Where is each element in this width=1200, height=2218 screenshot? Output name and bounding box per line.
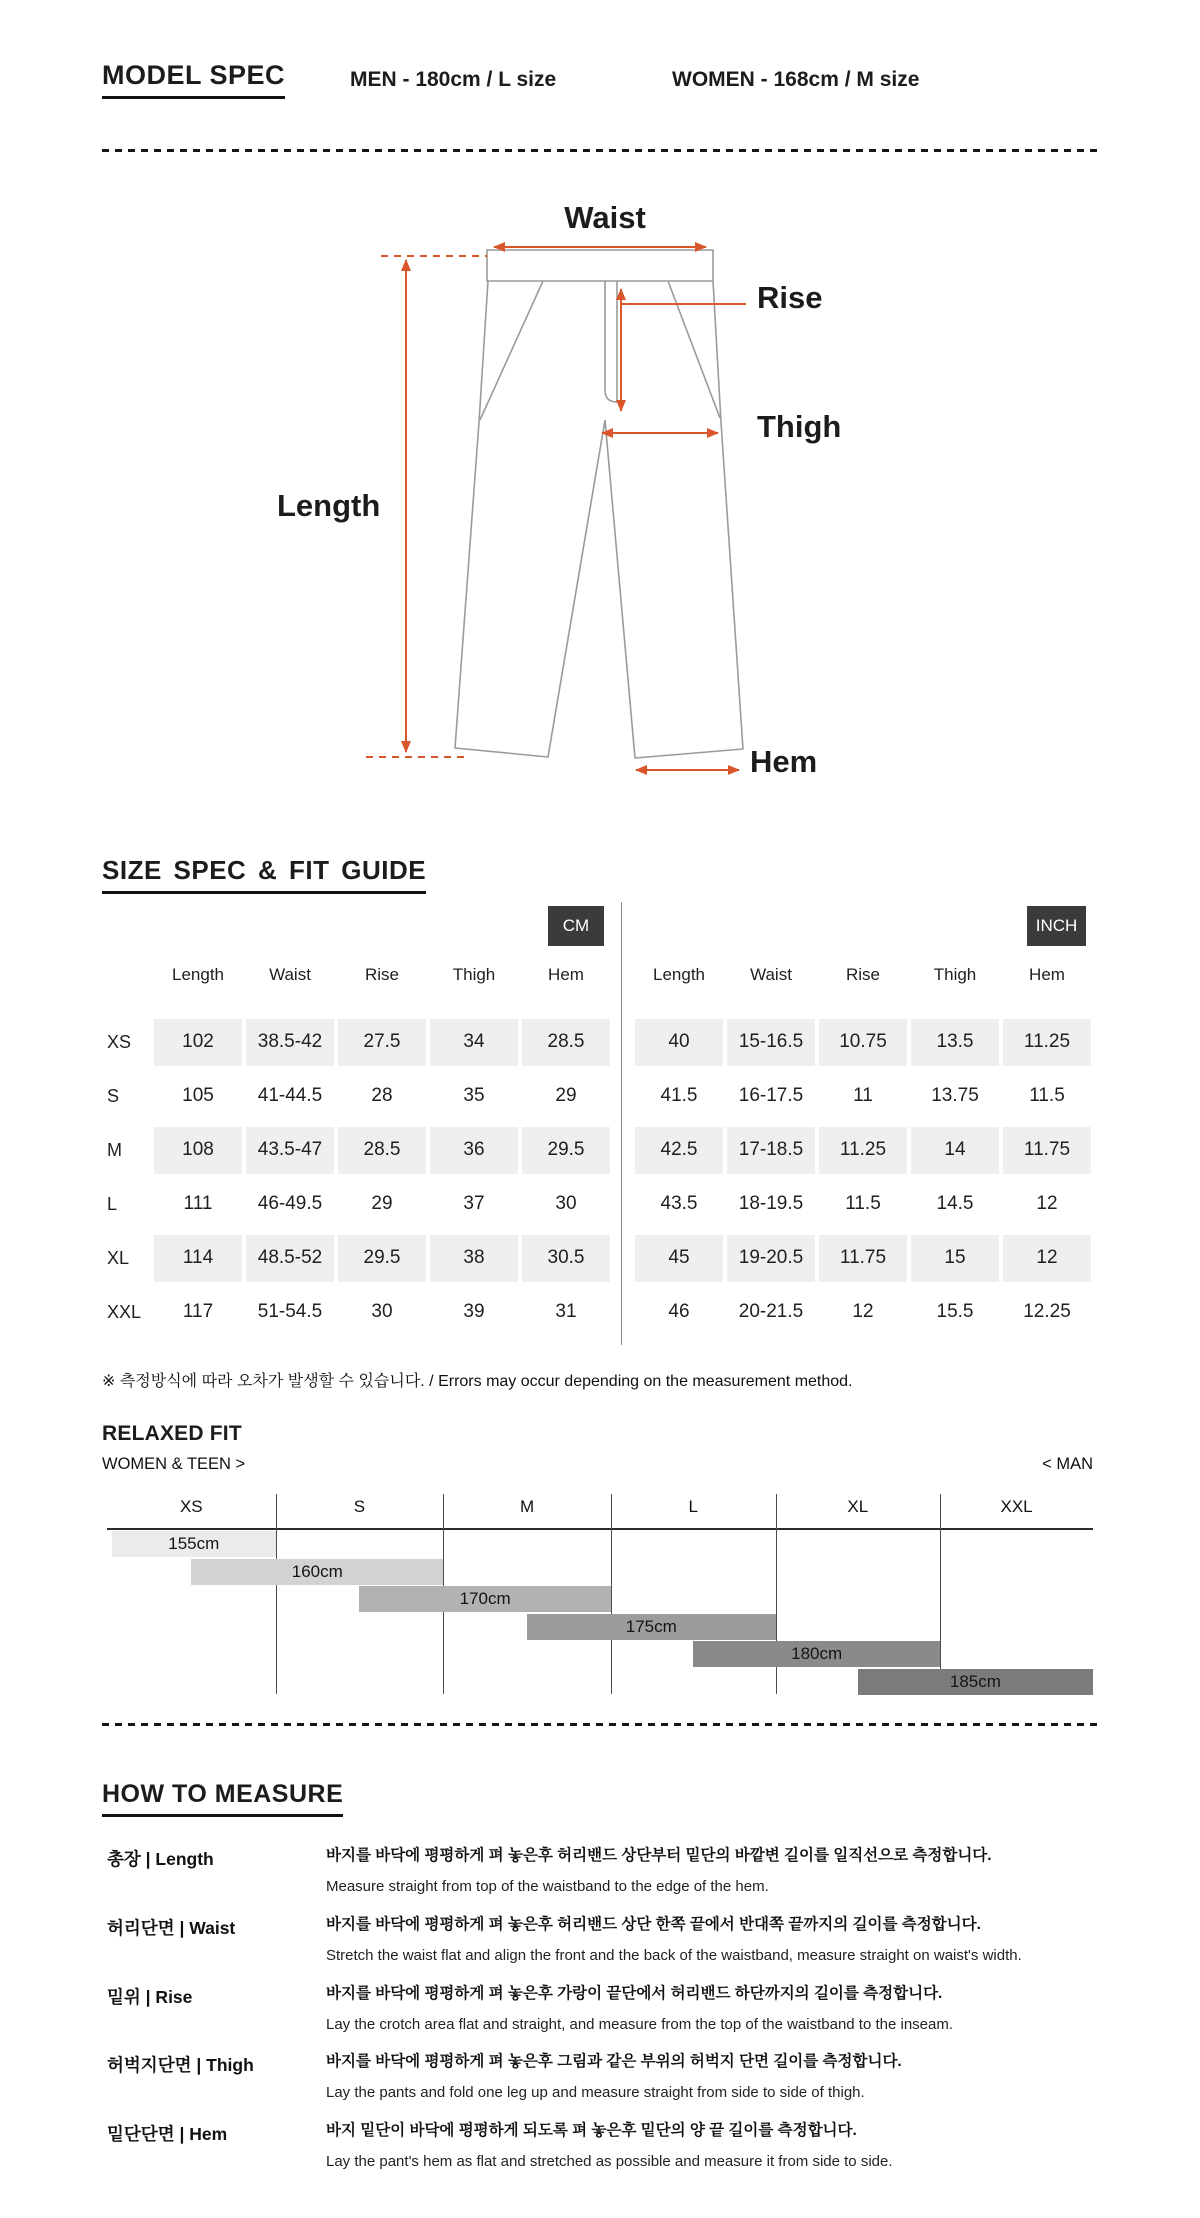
- cm-value: 108: [154, 1127, 242, 1174]
- size-label-s: S: [107, 1085, 120, 1106]
- pants-waistband: [487, 250, 713, 281]
- pants-measure-diagram: [100, 150, 1100, 840]
- inch-value: 18-19.5: [738, 1193, 804, 1214]
- cm-value: 27.5: [338, 1019, 426, 1066]
- inch-cell: [1001, 1015, 1093, 1069]
- measure-item-ko: 바지를 바닥에 평평하게 펴 놓은후 허리밴드 상단부터 밑단의 바깥변 길이를 일직선으로 측정합니다.: [326, 1847, 992, 1864]
- inch-value: 40: [635, 1019, 723, 1066]
- cm-badge: CM: [548, 906, 604, 946]
- pants-fly-left: [605, 281, 617, 402]
- inch-col-header: Length: [653, 965, 705, 984]
- table-unit-divider: [621, 902, 622, 1345]
- cm-value: 30: [555, 1193, 577, 1214]
- diagram-label-waist: Waist: [564, 200, 646, 235]
- cm-value: 29: [555, 1085, 577, 1106]
- inch-cell: [633, 1123, 725, 1177]
- cm-value: 105: [182, 1085, 214, 1106]
- cm-cell: [336, 1123, 428, 1177]
- inch-cell: [909, 1015, 1001, 1069]
- inch-cell: [817, 1015, 909, 1069]
- inch-cell: [633, 1285, 725, 1339]
- cm-value: 34: [430, 1019, 518, 1066]
- cm-value: 39: [463, 1301, 485, 1322]
- inch-value: 17-18.5: [727, 1127, 815, 1174]
- diagram-label-length: Length: [277, 488, 381, 523]
- inch-cell: [817, 1285, 909, 1339]
- fit-height-bar-xxl: 185cm: [858, 1669, 1093, 1695]
- measure-item-ko: 바지를 바닥에 평평하게 펴 놓은후 가랑이 끝단에서 허리밴드 하단까지의 길이를 측정합니다.: [326, 1985, 943, 2002]
- cm-col-header: Hem: [548, 965, 584, 984]
- model-spec-men: MEN - 180cm / L size: [350, 68, 557, 91]
- inch-value: 45: [635, 1235, 723, 1282]
- measure-item-en: Lay the crotch area flat and straight, and measure from the top of the waistband to the inseam.: [326, 2016, 954, 2033]
- inch-value: 12: [1003, 1235, 1091, 1282]
- fit-size-label-l: L: [688, 1497, 698, 1516]
- measure-item-label: 밑단단면 | Hem: [107, 2124, 228, 2144]
- inch-cell: [725, 1285, 817, 1339]
- size-label-xxl: XXL: [107, 1301, 142, 1322]
- cm-value: 29.5: [522, 1127, 610, 1174]
- cm-col-header: Length: [172, 965, 224, 984]
- cm-cell: [152, 1177, 244, 1231]
- fit-size-label-m: M: [519, 1497, 535, 1516]
- cm-col-header: Waist: [269, 965, 311, 984]
- cm-cell: [244, 1285, 336, 1339]
- inch-value: 11.5: [1029, 1085, 1065, 1106]
- inch-value: 16-17.5: [738, 1085, 804, 1106]
- inch-cell: [817, 1231, 909, 1285]
- inch-cell: [725, 1015, 817, 1069]
- cm-col-header: Thigh: [452, 965, 496, 984]
- size-label-xs: XS: [107, 1031, 132, 1052]
- cm-cell: [520, 1015, 612, 1069]
- inch-value: 19-20.5: [727, 1235, 815, 1282]
- diagram-label-hem: Hem: [750, 744, 818, 779]
- cm-value: 28.5: [522, 1019, 610, 1066]
- inch-cell: [1001, 1069, 1093, 1123]
- inch-value: 11.5: [845, 1193, 881, 1214]
- inch-value: 11.25: [819, 1127, 907, 1174]
- how-to-measure-title-wrap: [102, 1780, 343, 1817]
- inch-col-header: Hem: [1029, 965, 1065, 984]
- measure-item-label: 허리단면 | Waist: [107, 1918, 236, 1938]
- measure-item-ko: 바지를 바닥에 평평하게 펴 놓은후 그림과 같은 부위의 허벅지 단면 길이를 측정합니다.: [326, 2053, 902, 2070]
- cm-value: 117: [182, 1301, 214, 1322]
- cm-value: 28.5: [338, 1127, 426, 1174]
- cm-value: 30.5: [522, 1235, 610, 1282]
- measure-item-en: Lay the pant's hem as flat and stretched as possible and measure it from side to side.: [326, 2153, 893, 2170]
- inch-value: 41.5: [660, 1085, 698, 1106]
- cm-cell: [520, 1177, 612, 1231]
- fit-height-bar-m: 170cm: [359, 1586, 610, 1612]
- inch-value: 12.25: [1023, 1301, 1071, 1322]
- inch-table-header: [633, 962, 1093, 988]
- fit-size-label-s: S: [353, 1497, 366, 1516]
- inch-cell: [1001, 1123, 1093, 1177]
- model-spec-women: WOMEN - 168cm / M size: [672, 68, 920, 91]
- inch-value: 10.75: [819, 1019, 907, 1066]
- inch-badge: INCH: [1027, 906, 1086, 946]
- size-label-l: L: [107, 1193, 118, 1214]
- inch-value: 11.75: [819, 1235, 907, 1282]
- cm-table: [102, 1015, 612, 1339]
- cm-cell: [428, 1285, 520, 1339]
- cm-cell: [336, 1069, 428, 1123]
- fit-column-divider: [611, 1494, 612, 1694]
- cm-value: 29.5: [338, 1235, 426, 1282]
- inch-value: 15-16.5: [727, 1019, 815, 1066]
- fit-height-bar-xs: 155cm: [112, 1531, 276, 1557]
- cm-cell: [244, 1069, 336, 1123]
- fit-guide-women-teen-link[interactable]: WOMEN & TEEN >: [102, 1455, 246, 1473]
- inch-value: 43.5: [660, 1193, 698, 1214]
- pants-left-leg: [455, 281, 605, 757]
- inch-value: 12: [1036, 1193, 1058, 1214]
- cm-cell: [244, 1015, 336, 1069]
- pants-right-leg: [605, 281, 743, 758]
- cm-cell: [520, 1231, 612, 1285]
- fit-height-bar-s: 160cm: [191, 1559, 443, 1585]
- inch-cell: [633, 1177, 725, 1231]
- size-label-xl: XL: [107, 1247, 130, 1268]
- inch-table: [633, 1015, 1093, 1339]
- inch-cell: [633, 1069, 725, 1123]
- cm-value: 38.5-42: [246, 1019, 334, 1066]
- inch-value: 11.25: [1003, 1019, 1091, 1066]
- size-label-m: M: [107, 1139, 122, 1160]
- inch-value: 15.5: [936, 1301, 974, 1322]
- measure-item-label: 총장 | Length: [107, 1849, 214, 1869]
- cm-cell: [152, 1231, 244, 1285]
- cm-cell: [244, 1123, 336, 1177]
- measurement-note: ※ 측정방식에 따라 오차가 발생할 수 있습니다. / Errors may occur depending on the measurement method.: [102, 1373, 853, 1390]
- measure-item-en: Stretch the waist flat and align the front and the back of the waistband, measure straight on waist's width.: [326, 1947, 1022, 1964]
- how-to-measure-title: HOW TO MEASURE: [102, 1780, 343, 1817]
- inch-value: 14: [911, 1127, 999, 1174]
- cm-cell: [152, 1285, 244, 1339]
- fit-column-divider: [940, 1494, 941, 1694]
- cm-value: 37: [463, 1193, 485, 1214]
- inch-cell: [817, 1177, 909, 1231]
- model-spec-title: MODEL SPEC: [102, 60, 285, 99]
- inch-col-header: Rise: [845, 965, 880, 984]
- size-spec-title: SIZE SPEC & FIT GUIDE: [102, 855, 426, 894]
- cm-value: 38: [430, 1235, 518, 1282]
- inch-cell: [633, 1015, 725, 1069]
- cm-value: 36: [430, 1127, 518, 1174]
- inch-value: 11: [853, 1085, 873, 1106]
- inch-value: 12: [852, 1301, 874, 1322]
- inch-value: 11.75: [1003, 1127, 1091, 1174]
- model-spec-section: [102, 60, 285, 99]
- inch-cell: [1001, 1285, 1093, 1339]
- inch-cell: [725, 1123, 817, 1177]
- cm-value: 41-44.5: [257, 1085, 323, 1106]
- fit-guide-man-link[interactable]: < MAN: [1042, 1455, 1093, 1473]
- cm-value: 114: [154, 1235, 242, 1282]
- cm-value: 35: [463, 1085, 485, 1106]
- cm-cell: [244, 1177, 336, 1231]
- cm-col-header: Rise: [364, 965, 399, 984]
- fit-size-label-xl: XL: [847, 1497, 869, 1516]
- inch-col-header: Waist: [750, 965, 792, 984]
- cm-table-header: [102, 962, 612, 988]
- fit-chart-top-rule: [107, 1528, 1093, 1530]
- fit-size-label-xxl: XXL: [1000, 1497, 1033, 1516]
- cm-cell: [152, 1069, 244, 1123]
- cm-cell: [336, 1231, 428, 1285]
- inch-cell: [909, 1177, 1001, 1231]
- inch-cell: [633, 1231, 725, 1285]
- inch-cell: [817, 1069, 909, 1123]
- inch-value: 46: [668, 1301, 690, 1322]
- inch-col-header: Thigh: [933, 965, 977, 984]
- cm-value: 43.5-47: [246, 1127, 334, 1174]
- cm-cell: [520, 1069, 612, 1123]
- inch-cell: [909, 1123, 1001, 1177]
- cm-value: 46-49.5: [257, 1193, 323, 1214]
- diagram-label-thigh: Thigh: [757, 409, 842, 444]
- diagram-label-rise: Rise: [757, 280, 823, 315]
- size-spec-section-title-wrap: [102, 855, 426, 894]
- cm-value: 51-54.5: [257, 1301, 323, 1322]
- cm-value: 102: [154, 1019, 242, 1066]
- inch-value: 13.5: [911, 1019, 999, 1066]
- fit-chart: [107, 1494, 1093, 1700]
- inch-value: 15: [911, 1235, 999, 1282]
- cm-cell: [428, 1231, 520, 1285]
- cm-cell: [336, 1015, 428, 1069]
- cm-cell: [428, 1069, 520, 1123]
- cm-cell: [152, 1015, 244, 1069]
- cm-value: 29: [371, 1193, 393, 1214]
- header-spacer: [102, 962, 152, 988]
- inch-cell: [909, 1285, 1001, 1339]
- measure-item-ko: 바지 밑단이 바닥에 평평하게 되도록 펴 놓은후 밑단의 양 끝 길이를 측정합니다.: [326, 2122, 857, 2139]
- cm-cell: [336, 1177, 428, 1231]
- inch-cell: [1001, 1231, 1093, 1285]
- cm-value: 111: [183, 1193, 213, 1214]
- inch-value: 20-21.5: [738, 1301, 804, 1322]
- cm-value: 30: [371, 1301, 393, 1322]
- measure-item-en: Measure straight from top of the waistband to the edge of the hem.: [326, 1878, 769, 1895]
- measure-item-en: Lay the pants and fold one leg up and measure straight from side to side of thigh.: [326, 2084, 865, 2101]
- inch-cell: [909, 1231, 1001, 1285]
- measure-item-ko: 바지를 바닥에 평평하게 펴 놓은후 허리밴드 상단 한쪽 끝에서 반대쪽 끝까지의 길이를 측정합니다.: [326, 1916, 981, 1933]
- inch-cell: [725, 1231, 817, 1285]
- fit-size-label-xs: XS: [179, 1497, 203, 1516]
- cm-value: 48.5-52: [246, 1235, 334, 1282]
- inch-value: 42.5: [635, 1127, 723, 1174]
- inch-cell: [1001, 1177, 1093, 1231]
- cm-cell: [520, 1123, 612, 1177]
- inch-cell: [725, 1069, 817, 1123]
- cm-cell: [336, 1285, 428, 1339]
- cm-cell: [428, 1015, 520, 1069]
- fit-column-divider: [276, 1494, 277, 1694]
- cm-cell: [244, 1231, 336, 1285]
- inch-cell: [817, 1123, 909, 1177]
- fit-guide-title: RELAXED FIT: [102, 1422, 242, 1445]
- cm-value: 31: [555, 1301, 577, 1322]
- inch-value: 13.75: [931, 1085, 979, 1106]
- measure-item-label: 허벅지단면 | Thigh: [107, 2055, 254, 2075]
- pants-outline: [455, 250, 743, 758]
- inch-cell: [725, 1177, 817, 1231]
- cm-cell: [428, 1123, 520, 1177]
- cm-cell: [152, 1123, 244, 1177]
- inch-cell: [909, 1069, 1001, 1123]
- cm-cell: [520, 1285, 612, 1339]
- cm-cell: [428, 1177, 520, 1231]
- measure-item-label: 밑위 | Rise: [107, 1987, 193, 2007]
- cm-value: 28: [371, 1085, 393, 1106]
- divider-dashed-bottom: [102, 1723, 1100, 1726]
- fit-height-bar-l: 175cm: [527, 1614, 775, 1640]
- fit-height-bar-xl: 180cm: [693, 1641, 940, 1667]
- inch-value: 14.5: [936, 1193, 974, 1214]
